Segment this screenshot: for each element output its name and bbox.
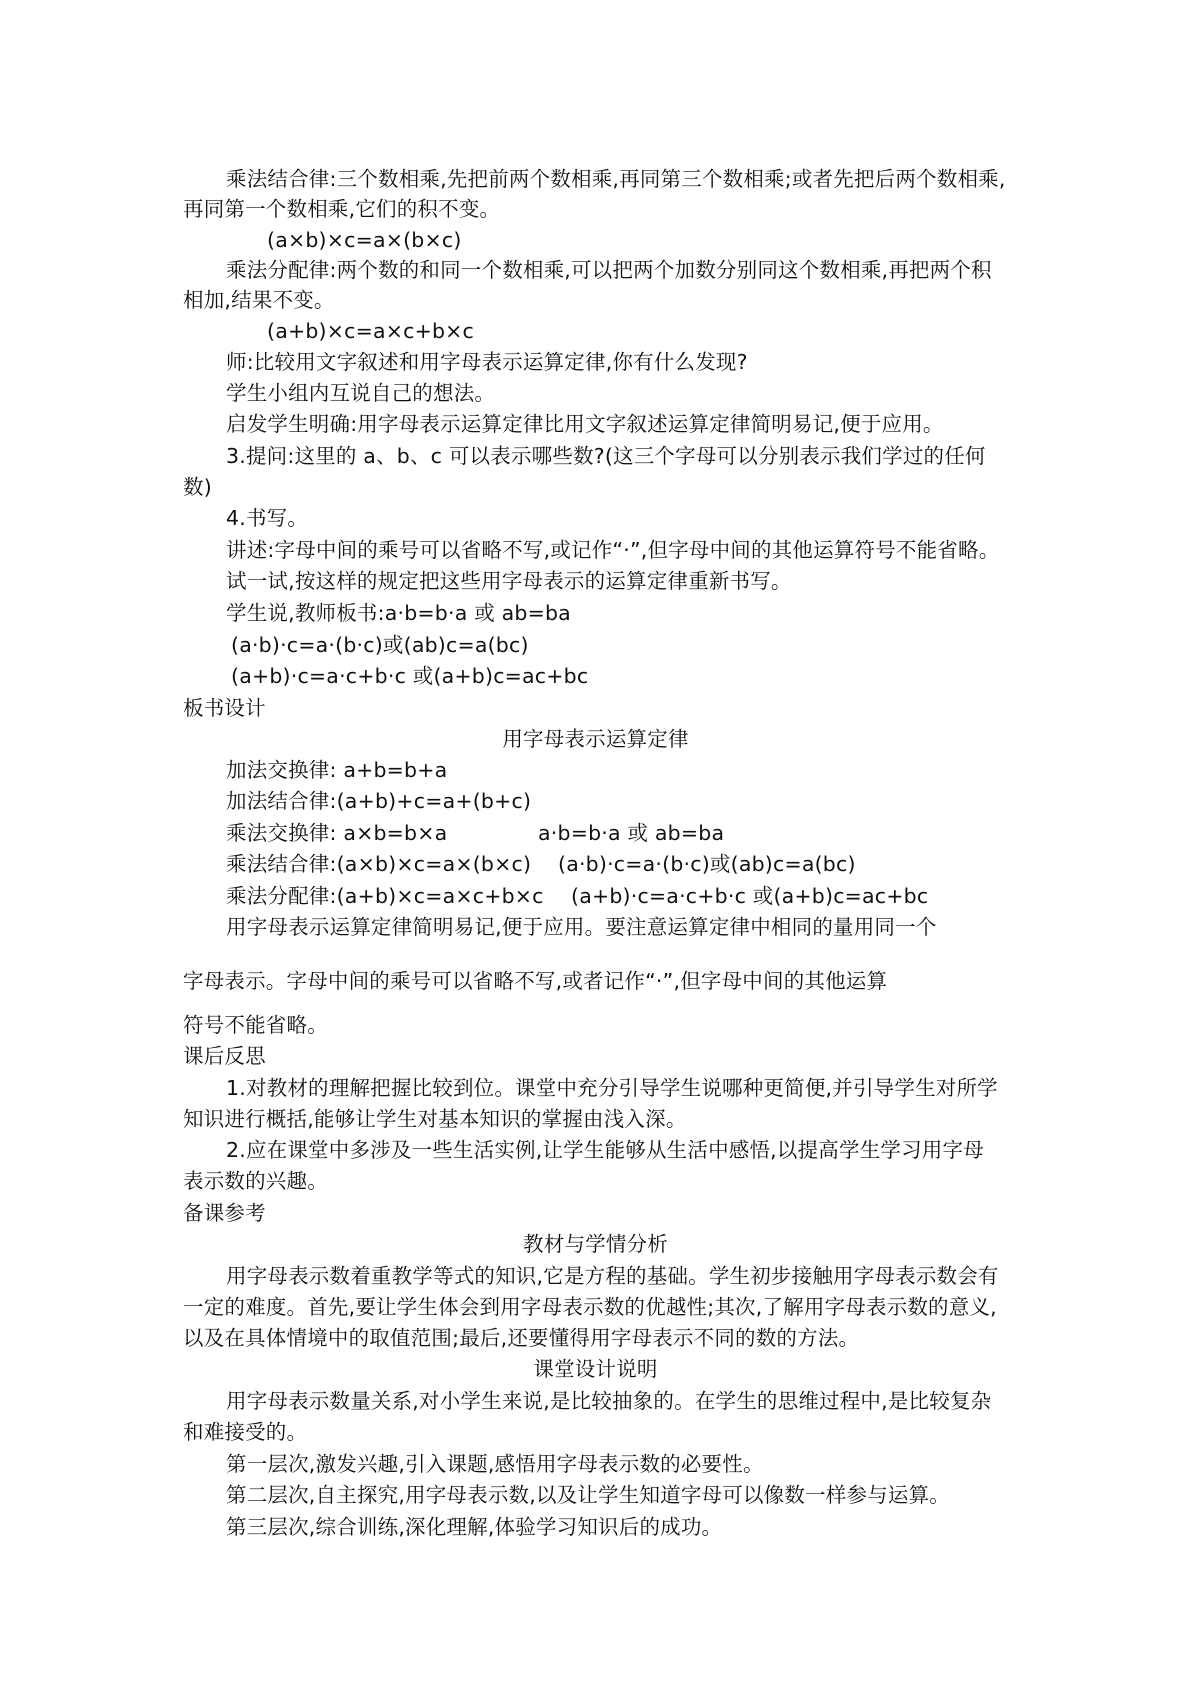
text-line: 学生说,教师板书:a·b=b·a 或 ab=ba xyxy=(226,601,571,625)
subsection-title: 教材与学情分析 xyxy=(523,1232,668,1256)
formula-line: (a+b)·c=a·c+b·c 或(a+b)c=ac+bc xyxy=(571,884,929,908)
text-line: 和难接受的。 xyxy=(183,1420,308,1444)
text-line: 启发学生明确:用字母表示运算定律比用文字叙述运算定律简明易记,便于应用。 xyxy=(226,412,944,436)
board-title: 用字母表示运算定律 xyxy=(502,727,689,751)
text-line: 乘法结合律:三个数相乘,先把前两个数相乘,再同第三个数相乘;或者先把后两个数相乘, xyxy=(226,167,1006,191)
formula-line: (a·b)·c=a·(b·c)或(ab)c=a(bc) xyxy=(231,633,529,657)
text-line: 数) xyxy=(183,475,212,499)
subsection-title: 课堂设计说明 xyxy=(533,1357,658,1381)
formula-line: 加法交换律: a+b=b+a xyxy=(226,758,448,782)
text-line: 用字母表示数着重教学等式的知识,它是方程的基础。学生初步接触用字母表示数会有 xyxy=(226,1264,999,1288)
text-line: 1.对教材的理解把握比较到位。课堂中充分引导学生说哪种更简便,并引导学生对所学 xyxy=(226,1076,998,1100)
text-line: 用字母表示数量关系,对小学生来说,是比较抽象的。在学生的思维过程中,是比较复杂 xyxy=(226,1389,992,1413)
text-line: 4.书写。 xyxy=(226,506,309,530)
text-line: 第二层次,自主探究,用字母表示数,以及让学生知道字母可以像数一样参与运算。 xyxy=(226,1483,950,1507)
formula-line: (a·b)·c=a·(b·c)或(ab)c=a(bc) xyxy=(558,852,856,876)
section-heading: 板书设计 xyxy=(183,696,266,720)
text-line: 一定的难度。首先,要让学生体会到用字母表示数的优越性;其次,了解用字母表示数的意义, xyxy=(183,1295,997,1319)
text-line: 以及在具体情境中的取值范围;最后,还要懂得用字母表示不同的数的方法。 xyxy=(183,1326,860,1350)
formula-line: (a×b)×c=a×(b×c) xyxy=(267,228,462,252)
text-line: 相加,结果不变。 xyxy=(183,288,335,312)
formula-line: 乘法分配律:(a+b)×c=a×c+b×c xyxy=(226,884,544,908)
text-line: 表示数的兴趣。 xyxy=(183,1169,328,1193)
text-line: 学生小组内互说自己的想法。 xyxy=(226,381,496,405)
formula-line: a·b=b·a 或 ab=ba xyxy=(538,821,725,845)
text-line: 讲述:字母中间的乘号可以省略不写,或记作“·”,但字母中间的其他运算符号不能省略。 xyxy=(226,538,1000,562)
formula-line: 加法结合律:(a+b)+c=a+(b+c) xyxy=(226,789,532,813)
section-heading: 备课参考 xyxy=(183,1201,266,1225)
text-line: 第一层次,激发兴趣,引入课题,感悟用字母表示数的必要性。 xyxy=(226,1452,764,1476)
formula-line: 乘法交换律: a×b=b×a xyxy=(226,821,448,845)
text-line: 师:比较用文字叙述和用字母表示运算定律,你有什么发现? xyxy=(226,350,748,374)
text-line: 试一试,按这样的规定把这些用字母表示的运算定律重新书写。 xyxy=(226,569,792,593)
text-line: 符号不能省略。 xyxy=(183,1013,328,1037)
text-line: 再同第一个数相乘,它们的积不变。 xyxy=(183,197,501,221)
text-line: 用字母表示运算定律简明易记,便于应用。要注意运算定律中相同的量用同一个 xyxy=(226,915,937,939)
text-line: 3.提问:这里的 a、b、c 可以表示哪些数?(这三个字母可以分别表示我们学过的任何 xyxy=(226,444,986,468)
text-line: 乘法分配律:两个数的和同一个数相乘,可以把两个加数分别同这个数相乘,再把两个积 xyxy=(226,258,992,282)
text-line: 知识进行概括,能够让学生对基本知识的掌握由浅入深。 xyxy=(183,1107,687,1131)
formula-line: (a+b)·c=a·c+b·c 或(a+b)c=ac+bc xyxy=(231,664,589,688)
text-line: 第三层次,综合训练,深化理解,体验学习知识后的成功。 xyxy=(226,1515,723,1539)
section-heading: 课后反思 xyxy=(183,1044,266,1068)
formula-line: (a+b)×c=a×c+b×c xyxy=(267,319,475,343)
text-line: 字母表示。字母中间的乘号可以省略不写,或者记作“·”,但字母中间的其他运算 xyxy=(183,969,888,993)
formula-line: 乘法结合律:(a×b)×c=a×(b×c) xyxy=(226,852,532,876)
text-line: 2.应在课堂中多涉及一些生活实例,让学生能够从生活中感悟,以提高学生学习用字母 xyxy=(226,1138,984,1162)
